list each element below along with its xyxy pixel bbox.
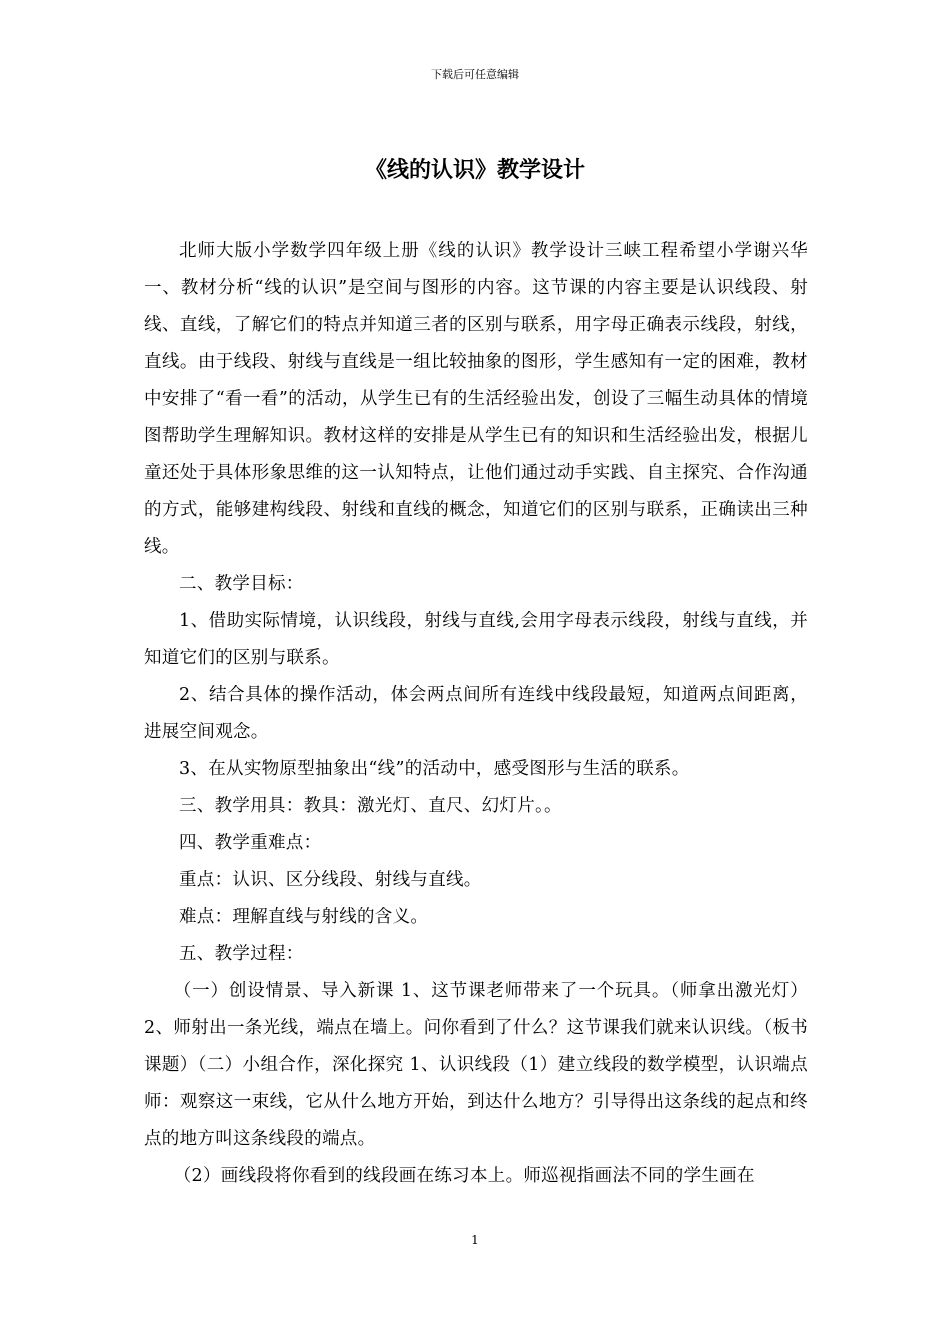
paragraph-tools: 三、教学用具：教具：激光灯、直尺、幻灯片。。 bbox=[179, 796, 562, 816]
paragraph-goal-3: 3、在从实物原型抽象出“线”的活动中，感受图形与生活的联系。 bbox=[179, 759, 690, 779]
paragraph-goal-2: 2、结合具体的操作活动，体会两点间所有连线中线段最短，知道两点间距离，进展空间观念。 bbox=[144, 685, 808, 742]
paragraph-process-step-1: （一）创设情景、导入新课 1、这节课老师带来了一个玩具。（师拿出激光灯）2、师射出一条光线，端点在墙上。问你看到了什么？这节课我们就来认识线。（板书课题）（二）小组合作，深化探究 1、认识线段（1）建立线段的数学模型，认识端点师：观察这一束线，它从什么地方开始，到达什么地方？引导得出这条线的起点和终点的地方叫这条线段的端点。 bbox=[144, 981, 808, 1149]
paragraph-difficulty: 难点：理解直线与射线的含义。 bbox=[179, 907, 429, 927]
paragraph-goals-heading: 二、教学目标： bbox=[179, 574, 304, 594]
paragraph-goal-1: 1、借助实际情境，认识线段，射线与直线,会用字母表示线段，射线与直线，并知道它们的区别与联系。 bbox=[144, 611, 808, 668]
paragraph-intro: 北师大版小学数学四年级上册《线的认识》教学设计三峡工程希望小学谢兴华一、教材分析“线的认识”是空间与图形的内容。这节课的内容主要是认识线段、射线、直线，了解它们的特点并知道三者的区别与联系，用字母正确表示线段，射线，直线。由于线段、射线与直线是一组比较抽象的图形，学生感知有一定的困难，教材中安排了“看一看”的活动，从学生已有的生活经验出发，创设了三幅生动具体的情境图帮助学生理解知识。教材这样的安排是从学生已有的知识和生活经验出发，根据儿童还处于具体形象思维的这一认知特点，让他们通过动手实践、自主探究、合作沟通的方式，能够建构线段、射线和直线的概念，知道它们的区别与联系，正确读出三种线。 bbox=[144, 241, 808, 557]
document-body bbox=[144, 233, 808, 1195]
paragraph-process-heading: 五、教学过程： bbox=[179, 944, 304, 964]
paragraph-process-step-2: （2）画线段将你看到的线段画在练习本上。师巡视指画法不同的学生画在 bbox=[173, 1166, 755, 1186]
paragraph-keypoints-heading: 四、教学重难点： bbox=[179, 833, 322, 853]
header-note: 下载后可任意编辑 bbox=[431, 68, 519, 81]
paragraph-keypoint: 重点：认识、区分线段、射线与直线。 bbox=[179, 870, 482, 890]
document-title: 《线的认识》教学设计 bbox=[364, 158, 585, 183]
page-number: 1 bbox=[471, 1233, 479, 1247]
